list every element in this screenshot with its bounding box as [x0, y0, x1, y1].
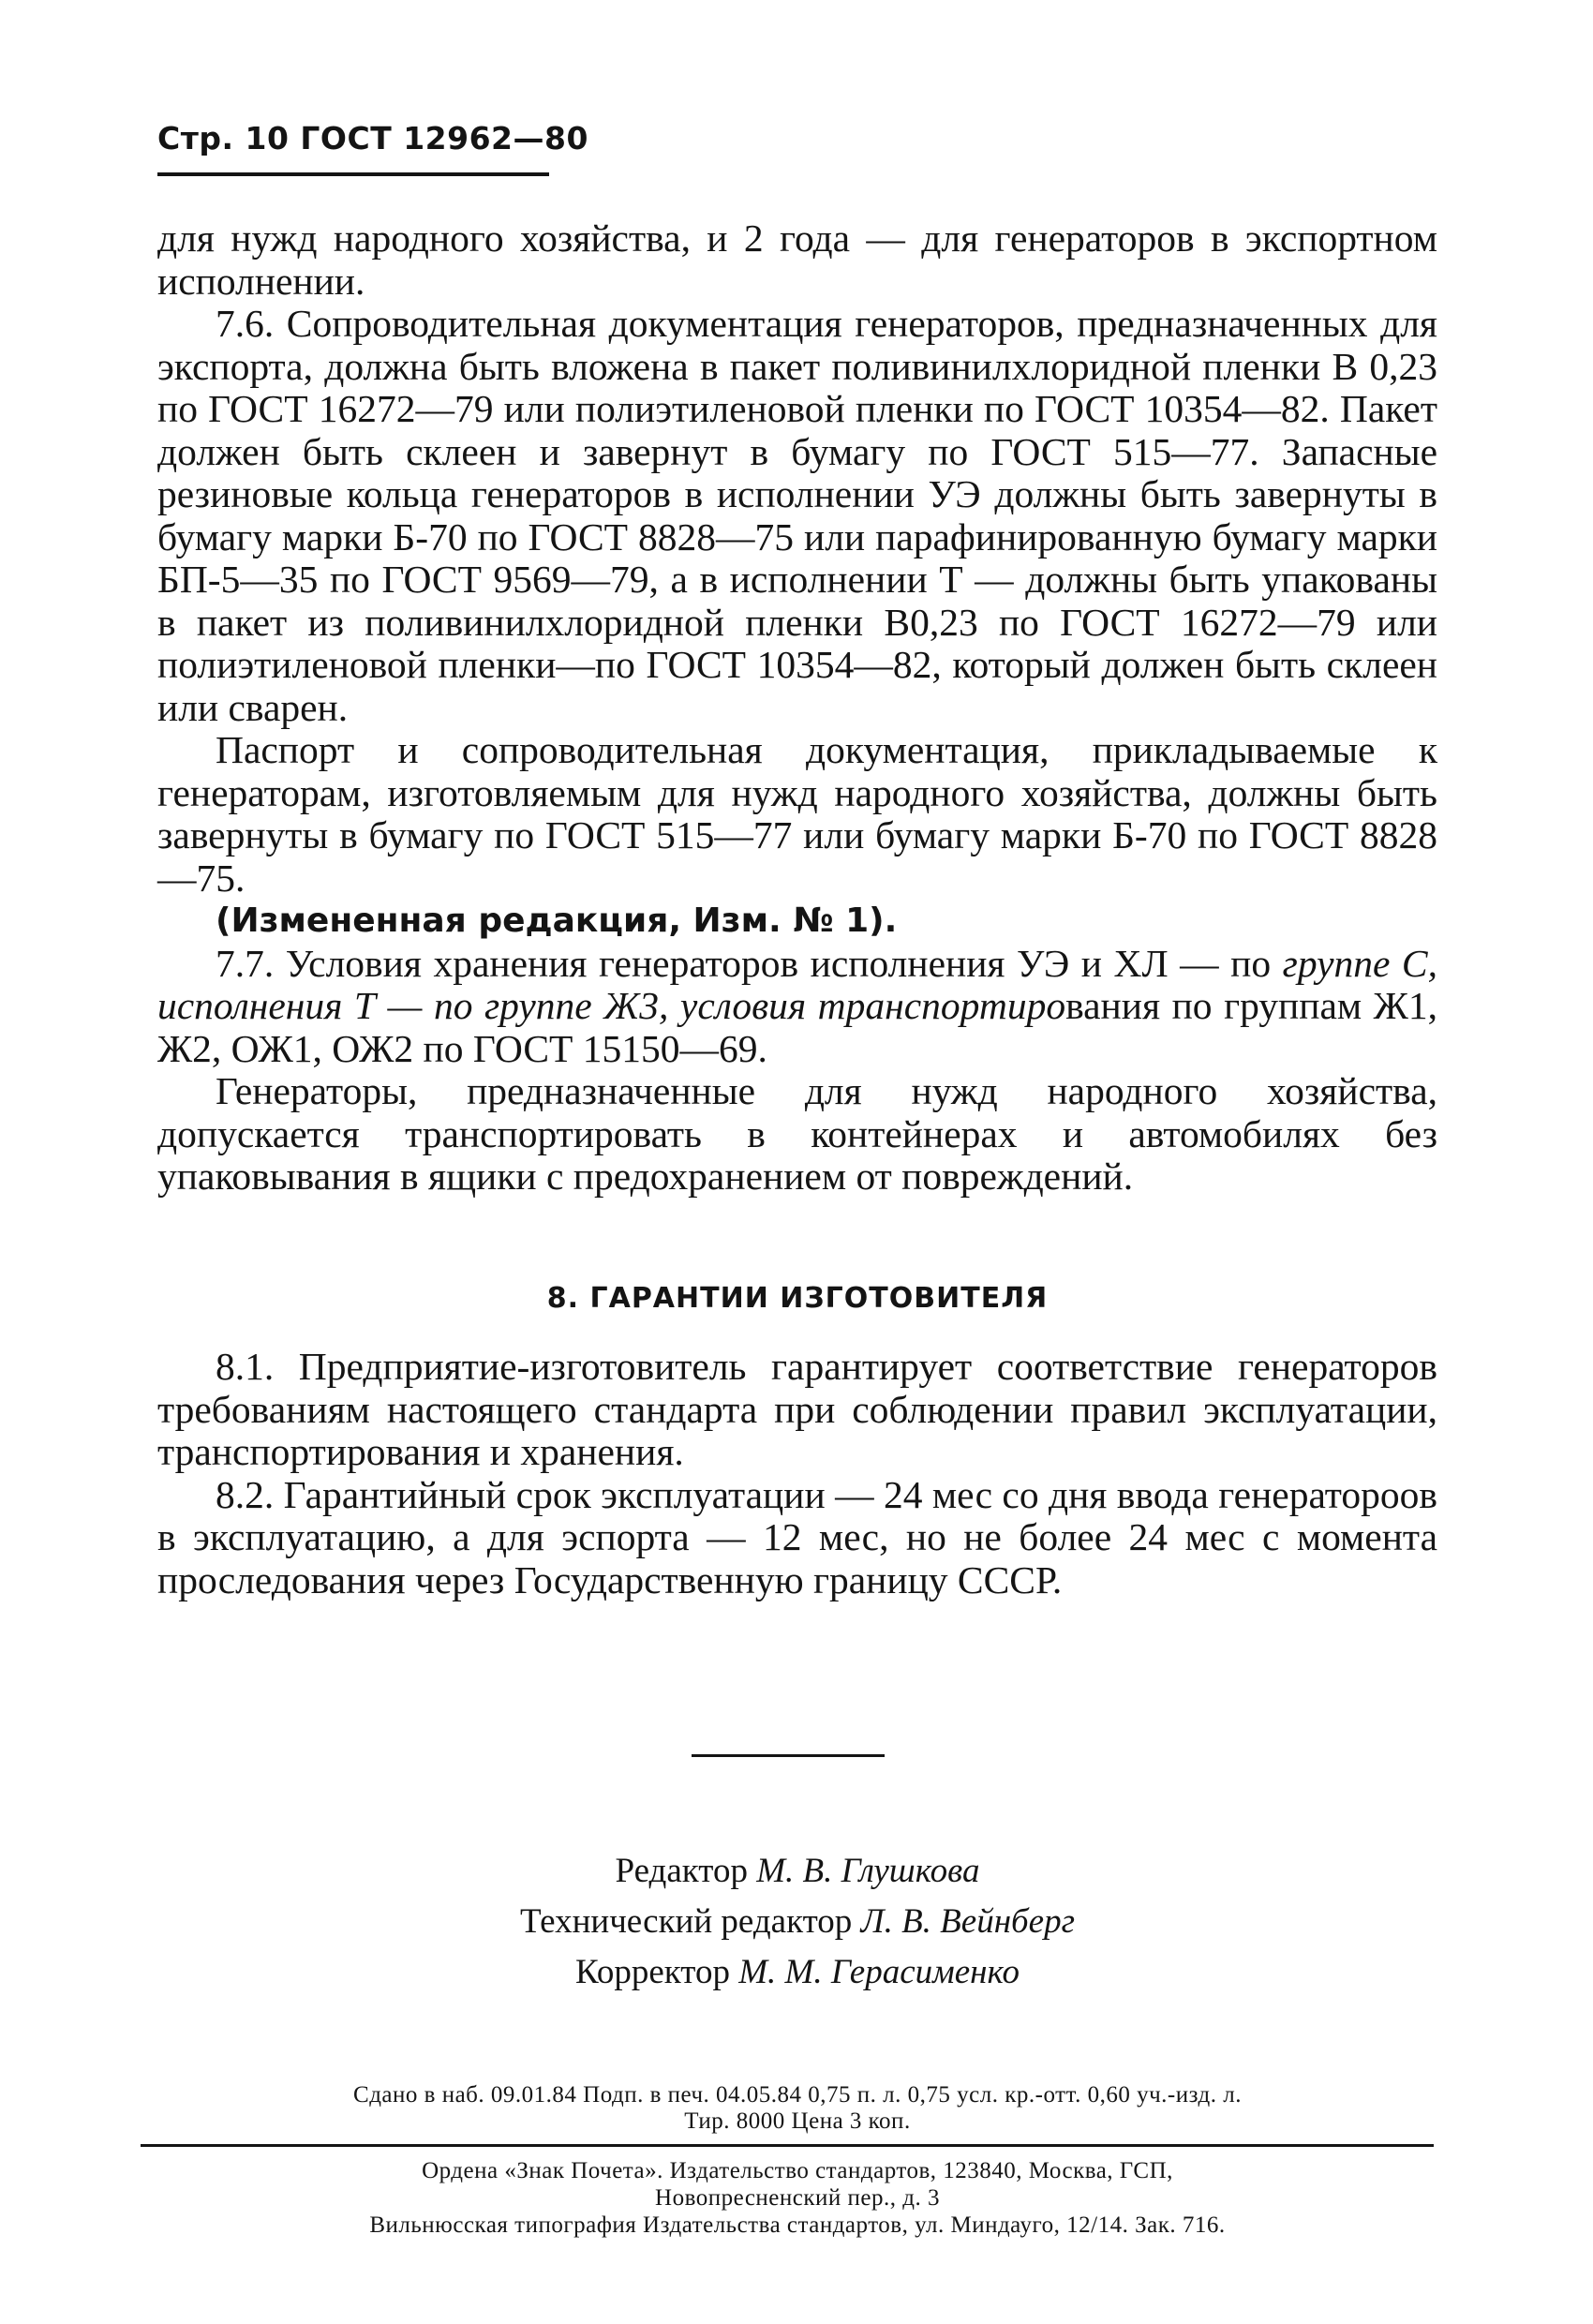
credit-tech-editor [157, 1897, 1437, 1947]
paragraph-7-7 [157, 943, 1437, 1071]
imprint-line-1: Сдано в наб. 09.01.84 Подп. в печ. 04.05.84 0,75 п. л. 0,75 усл. кр.-отт. 0,60 уч.-изд. л. [353, 2082, 1242, 2108]
credit-tech-editor-name: Л. В. Вейнберг [860, 1902, 1076, 1941]
imprint-rule [141, 2144, 1434, 2147]
publisher-block [157, 2157, 1437, 2239]
paragraph-7-7-italic: группе С, исполнения Т — по группе Ж3, условия транспортиро [157, 941, 1437, 1027]
paragraph-passport: Паспорт и сопроводительная документация, прикладываемые к генераторам, изготовляемым для нужд народного хозяйства, должны быть завернуты в бумагу по ГОСТ 515—77 или бумагу марки Б-70 по ГОСТ 8828—75. [157, 728, 1437, 900]
paragraph-8-2: 8.2. Гарантийный срок эксплуатации — 24 мес со дня ввода генератороов в эксплуатацию, а для эспорта — 12 мес, но не более 24 мес с момента проследования через Государственную границу СССР. [157, 1472, 1437, 1601]
credit-proofreader-name: М. М. Герасименко [738, 1953, 1020, 1991]
credit-editor-name: М. В. Глушкова [756, 1852, 980, 1890]
running-head: Стр. 10 ГОСТ 12962—80 [157, 120, 588, 156]
credit-editor-label: Редактор [615, 1852, 748, 1890]
publisher-line-1: Ордена «Знак Почета». Издательство стандартов, 123840, Москва, ГСП, [422, 2158, 1173, 2183]
section-divider [692, 1754, 885, 1757]
paragraph-transport: Генераторы, предназначенные для нужд народного хозяйства, допускается транспортировать в контейнерах и автомобилях без упаковывания в ящики с предохранением от повреждений. [157, 1069, 1437, 1198]
paragraph-8-1: 8.1. Предприятие-изготовитель гарантирует соответствие генераторов требованиям настоящего стандарта при соблюдении правил эксплуатации, транспортирования и хранения. [157, 1345, 1437, 1473]
credit-editor [157, 1846, 1437, 1897]
amendment-note: (Измененная редакция, Изм. № 1). [216, 901, 898, 940]
paragraph-7-7-end: вания по группам Ж1, Ж2, ОЖ1, ОЖ2 по ГОСТ 15150—69. [157, 984, 1437, 1070]
paragraph-continuation: для нужд народного хозяйства, и 2 года — для генераторов в экспортном исполнении. [157, 216, 1437, 303]
section-8-heading: 8. ГАРАНТИИ ИЗГОТОВИТЕЛЯ [546, 1282, 1049, 1315]
credits-block [157, 1846, 1437, 1998]
paragraph-7-7-start: 7.7. Условия хранения генераторов исполнения УЭ и ХЛ — по [216, 941, 1283, 985]
publisher-line-3: Вильнюсская типография Издательства стандартов, ул. Миндауго, 12/14. Зак. 716. [369, 2212, 1226, 2238]
publisher-line-2: Новопресненский пер., д. 3 [655, 2185, 940, 2211]
credit-proofreader [157, 1947, 1437, 1998]
header-rule [157, 172, 549, 176]
credit-tech-editor-label: Технический редактор [519, 1902, 853, 1941]
section-7-body [157, 217, 1437, 1199]
section-8-body [157, 1346, 1437, 1601]
paragraph-7-6: 7.6. Сопроводительная документация генераторов, предназначенных для экспорта, должна быть вложена в пакет поливинилхлоридной пленки В 0,23 по ГОСТ 16272—79 или полиэтиленовой пленки по ГОСТ 10354—82. Пакет должен быть склеен и завернут в бумагу по ГОСТ 515—77. Запасные резиновые кольца генераторов в исполнении УЭ должны быть завернуты в бумагу марки Б-70 по ГОСТ 8828—75 или парафинированную бумагу марки БП-5—35 по ГОСТ 9569—79, а в исполнении Т — должны быть упакованы в пакет из поливинилхлоридной пленки В0,23 по ГОСТ 16272—79 или полиэтиленовой пленки—по ГОСТ 10354—82, который должен быть склеен или сварен. [157, 302, 1437, 729]
imprint-line-2: Тир. 8000 Цена 3 коп. [684, 2108, 911, 2134]
print-imprint [157, 2082, 1437, 2135]
credit-proofreader-label: Корректор [575, 1953, 730, 1991]
